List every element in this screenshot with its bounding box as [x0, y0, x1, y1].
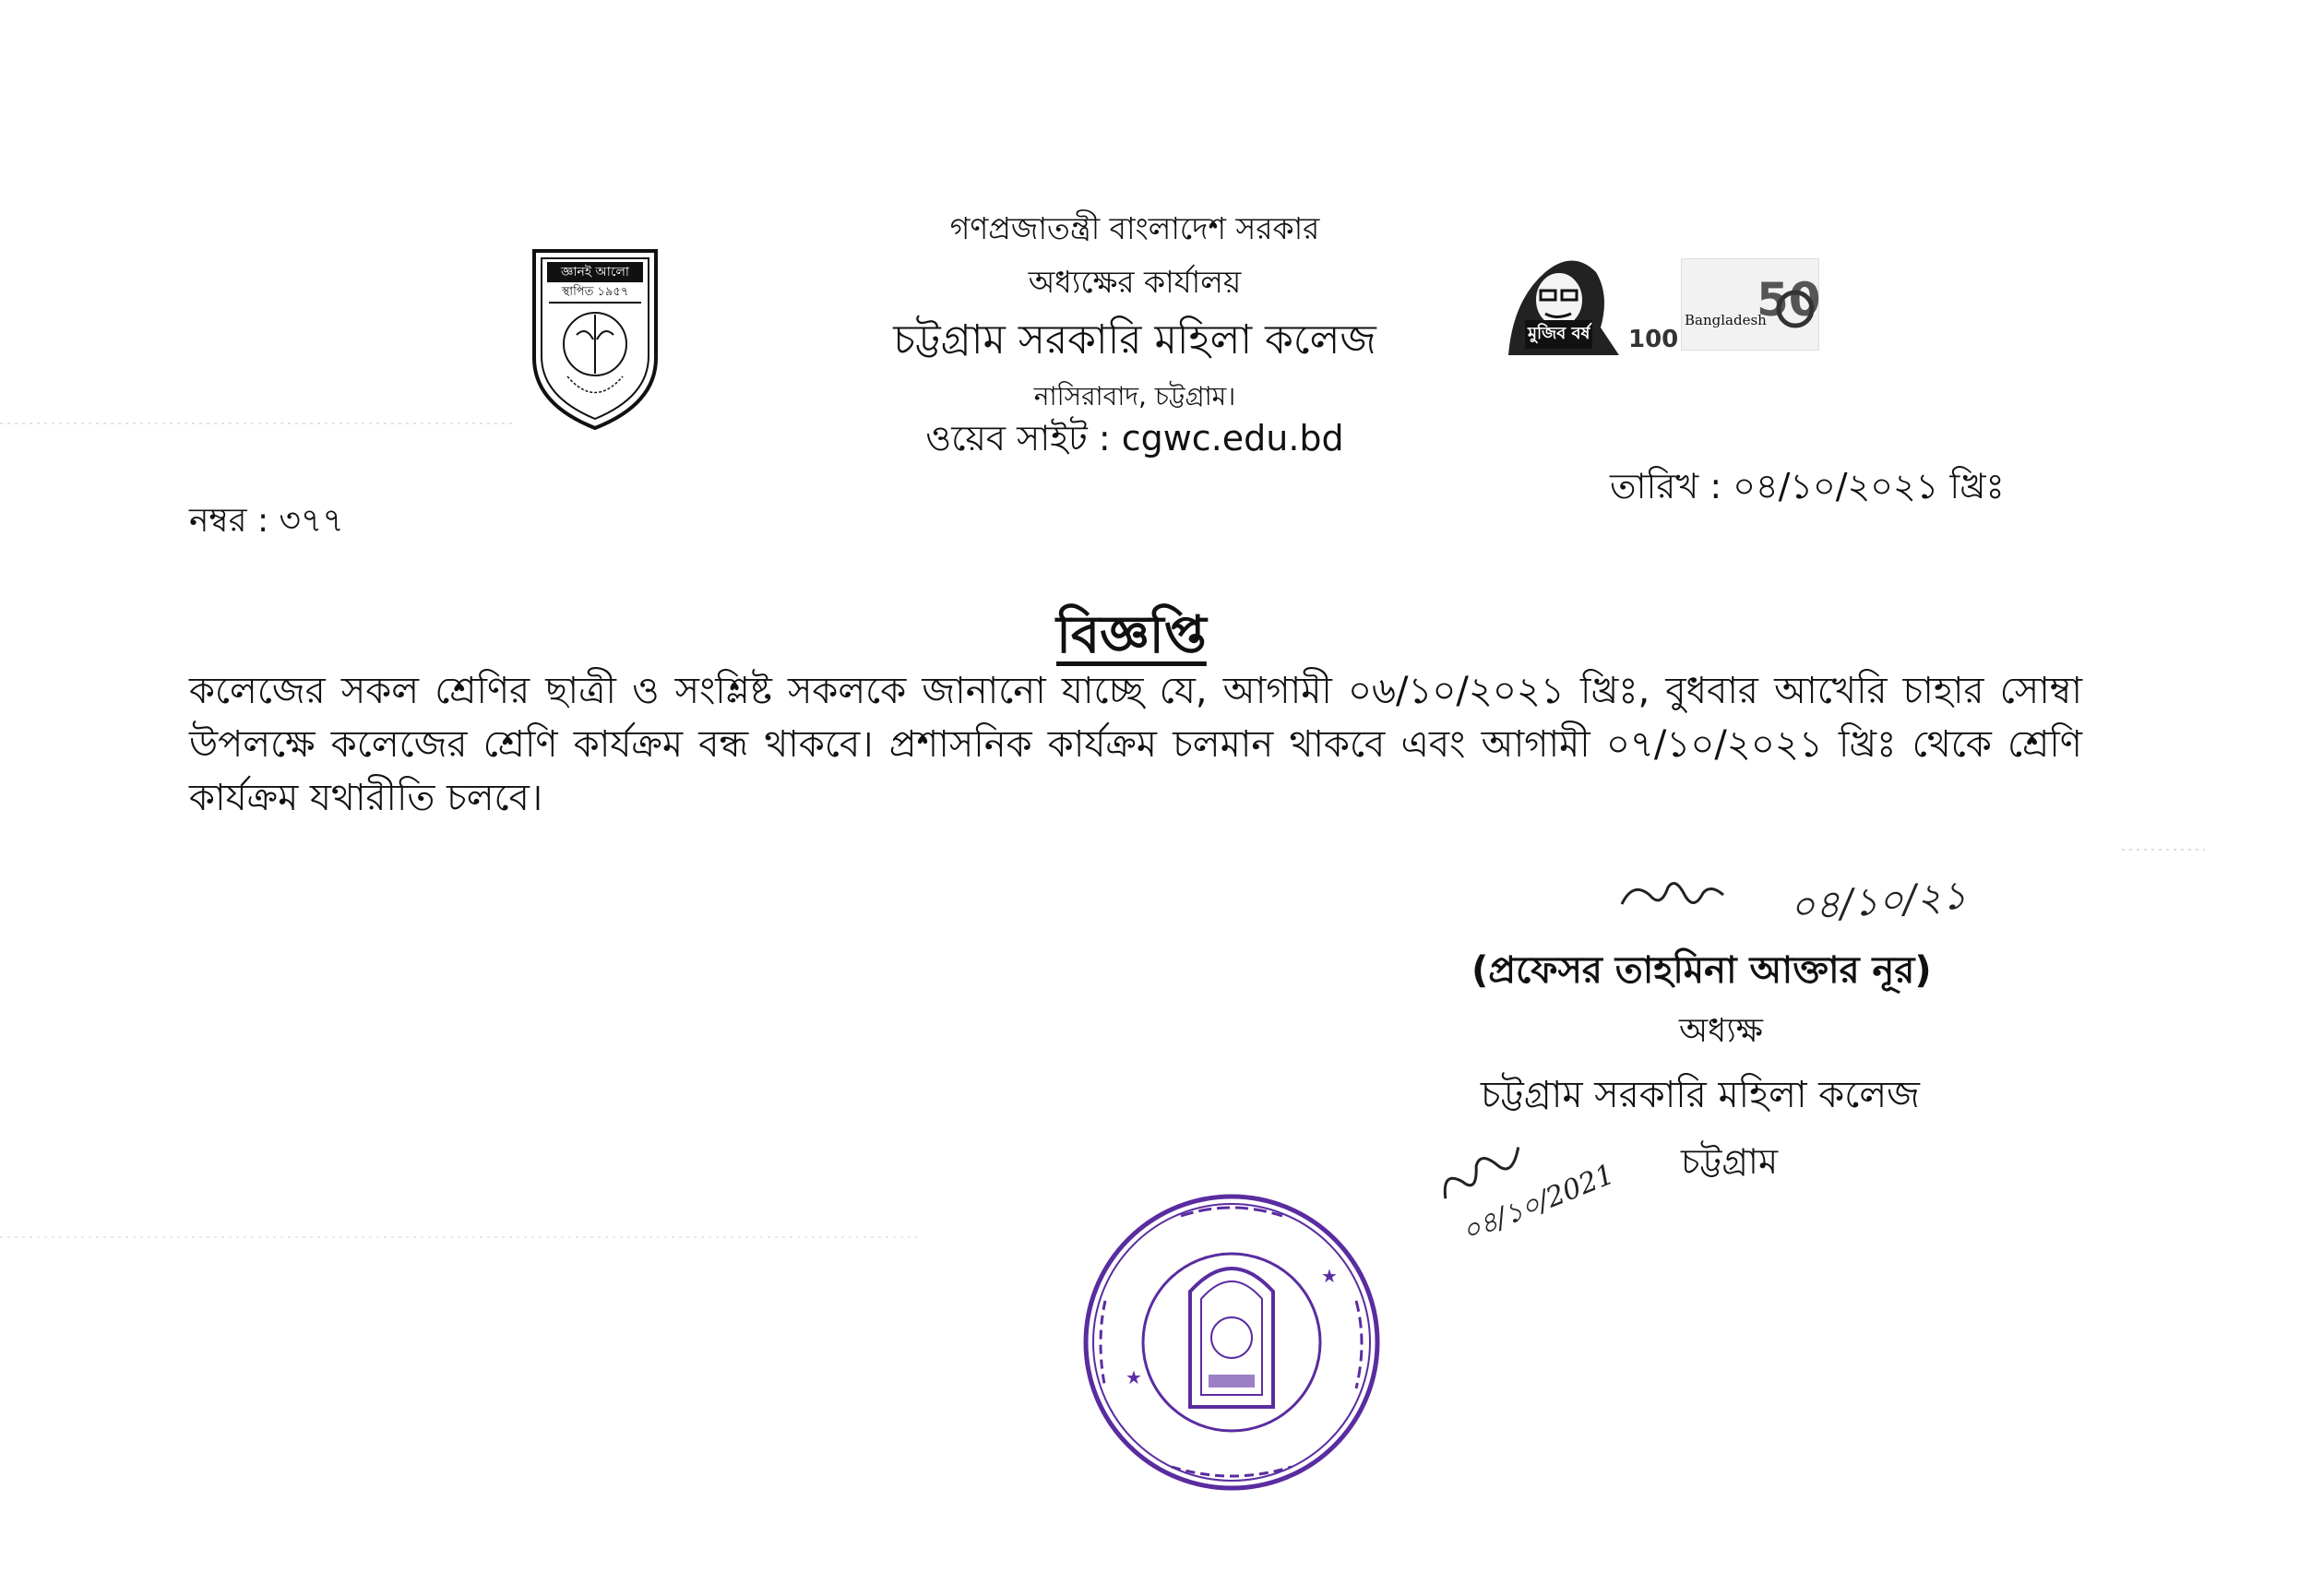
memo-number: নম্বর : ৩৭৭	[189, 502, 344, 540]
scan-artifact	[0, 423, 517, 424]
seal-stamp-icon	[1079, 1190, 1384, 1495]
scan-artifact	[2122, 849, 2205, 851]
logo-established: স্থাপিত ১৯৫৭	[561, 285, 629, 299]
college-name: চট্টগ্রাম সরকারি মহিলা কলেজ	[893, 316, 1376, 363]
signatory-city: চট্টগ্রাম	[1681, 1141, 1779, 1182]
bd-50-circle-icon	[1773, 286, 1817, 332]
college-logo	[530, 247, 660, 432]
initial-date: ০৪/১০/2021	[1457, 1158, 1619, 1249]
bd-text: Bangladesh	[1685, 312, 1767, 328]
svg-text:★: ★	[1321, 1265, 1338, 1287]
signatory-college: চট্টগ্রাম সরকারি মহিলা কলেজ	[1481, 1074, 1920, 1116]
signatory-name: (প্রফেসর তাহমিনা আক্তার নূর)	[1471, 949, 1932, 992]
college-website: ওয়েব সাইট : cgwc.edu.bd	[925, 418, 1344, 459]
notice-title: বিজ্ঞপ্তি	[1056, 605, 1207, 665]
bangladesh-50-logo	[1681, 258, 1819, 351]
handwritten-signature	[1614, 867, 2039, 941]
govt-header: গণপ্রজাতন্ত্রী বাংলাদেশ সরকার	[949, 210, 1320, 246]
svg-text:★: ★	[1126, 1366, 1142, 1388]
signature-date: ০৪/১০/২১	[1788, 872, 1969, 930]
college-seal-stamp	[1079, 1190, 1384, 1495]
signature-scribble-icon	[1614, 867, 1734, 932]
signatory-designation: অধ্যক্ষ	[1679, 1012, 1763, 1050]
mujib-number: 100	[1628, 326, 1679, 353]
memo-date: তারিখ : ০৪/১০/২০২১ খ্রিঃ	[1610, 466, 2005, 506]
college-address: নাসিরাবাদ, চট্টগ্রাম।	[1033, 381, 1236, 411]
office-header: অধ্যক্ষের কার্যালয়	[1028, 264, 1242, 300]
mujib-year-logo	[1490, 244, 1679, 360]
logo-motto: জ্ঞানই আলো	[561, 265, 629, 280]
notice-body: কলেজের সকল শ্রেণির ছাত্রী ও সংশ্লিষ্ট সকলকে জানানো যাচ্ছে যে, আগামী ০৬/১০/২০২১ খ্রিঃ, বুধবার আখেরি চাহার সোম্বা উপলক্ষে কলেজের শ্রেণি কার্যক্রম বন্ধ থাকবে। প্রশাসনিক কার্যক্রম চলমান থাকবে এবং আগামী ০৭/১০/২০২১ খ্রিঃ থেকে শ্রেণি কার্যক্রম যথারীতি চলবে।	[189, 670, 2082, 819]
scan-artifact	[0, 1236, 923, 1238]
mujib-text: মুজিব বর্ষ	[1525, 320, 1592, 349]
bd-number: 50	[1757, 273, 1821, 327]
